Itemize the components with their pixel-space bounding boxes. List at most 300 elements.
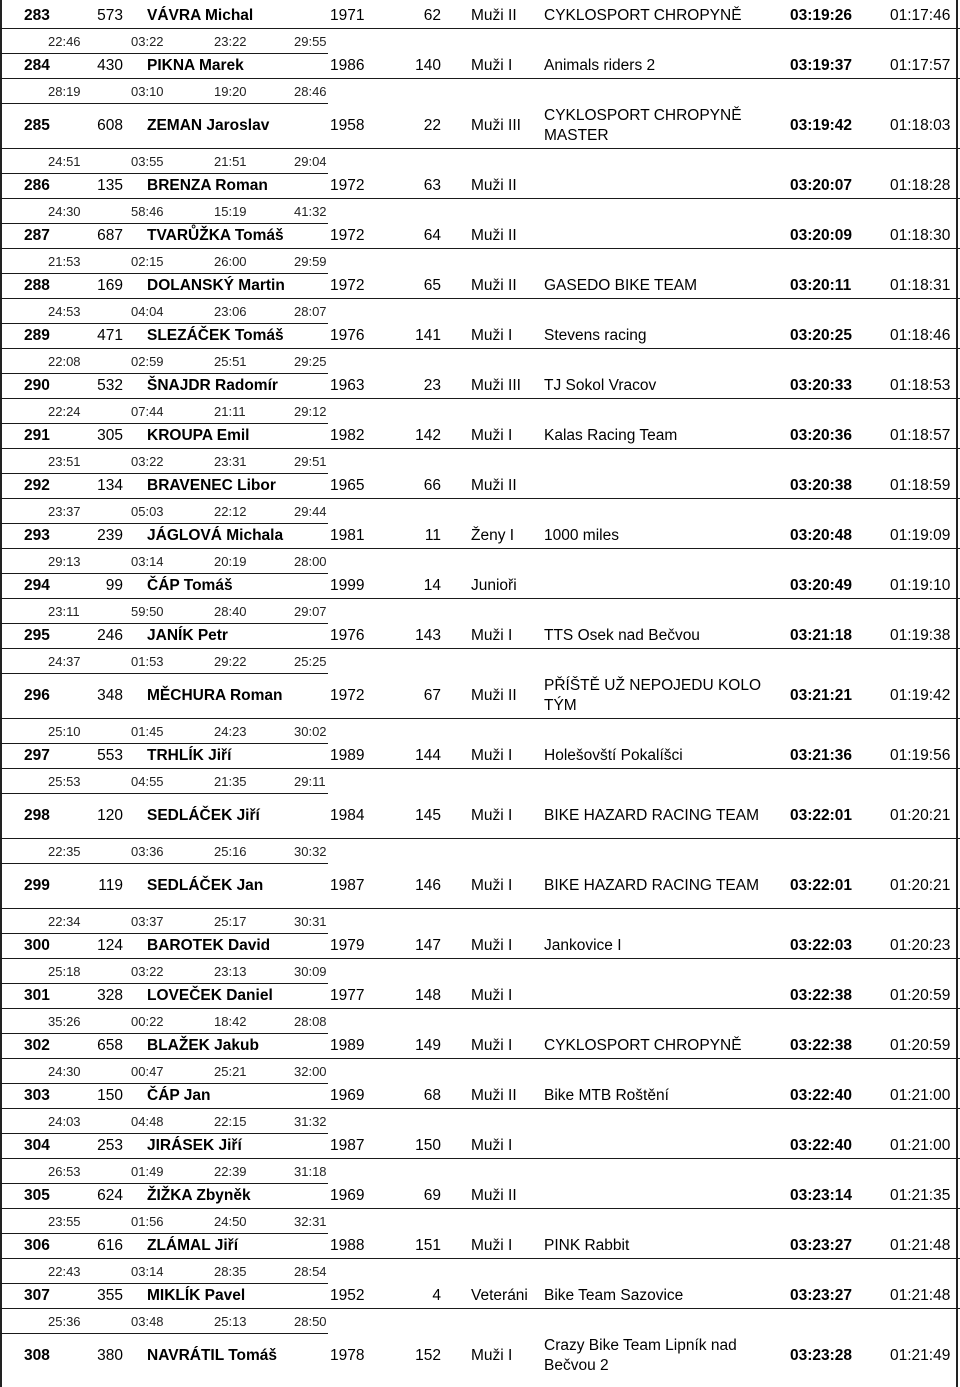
split-4: 28:50 (294, 1313, 327, 1329)
finish-time: 03:19:26 (790, 6, 853, 24)
rank: 304 (24, 1136, 50, 1154)
split-row (0, 648, 960, 674)
team: CYKLOSPORT CHROPYNĚ (544, 1036, 742, 1054)
team (544, 223, 776, 248)
split-4: 29:12 (294, 403, 327, 419)
result-row (0, 1333, 960, 1378)
category: Muži II (471, 476, 517, 494)
rank: 296 (24, 686, 50, 704)
split-1: 24:30 (48, 203, 81, 219)
rider-name: VÁVRA Michal (147, 6, 254, 24)
time-gap: 01:21:00 (890, 1136, 951, 1154)
category-rank: 152 (415, 1346, 441, 1364)
time-gap: 01:20:21 (890, 876, 951, 894)
birth-year: 1987 (330, 1136, 365, 1154)
split-1: 25:18 (48, 963, 81, 979)
rank: 303 (24, 1086, 50, 1104)
team: TTS Osek nad Bečvou (544, 626, 700, 644)
rider-name: ČÁP Tomáš (147, 576, 233, 594)
team: Bike Team Sazovice (544, 1286, 684, 1304)
split-2: 03:36 (131, 843, 164, 859)
result-row (0, 523, 960, 548)
split-3: 29:22 (214, 653, 247, 669)
split-4: 29:44 (294, 503, 327, 519)
split-3: 25:16 (214, 843, 247, 859)
split-2: 59:50 (131, 603, 164, 619)
category: Muži I (471, 1346, 513, 1364)
split-3: 21:51 (214, 153, 247, 169)
split-1: 23:55 (48, 1213, 81, 1229)
finish-time: 03:20:36 (790, 426, 853, 444)
start-number: 380 (97, 1346, 123, 1364)
split-1: 24:03 (48, 1113, 81, 1129)
split-1: 24:53 (48, 303, 81, 319)
split-3: 25:13 (214, 1313, 247, 1329)
split-2: 04:55 (131, 773, 164, 789)
category-rank: 144 (415, 746, 441, 764)
start-number: 305 (97, 426, 123, 444)
start-number: 355 (97, 1286, 123, 1304)
rank: 305 (24, 1186, 50, 1204)
split-2: 03:22 (131, 453, 164, 469)
rider-name: ŽIŽKA Zbyněk (147, 1186, 251, 1204)
category-rank: 145 (415, 806, 441, 824)
birth-year: 1972 (330, 226, 365, 244)
split-row (0, 148, 960, 174)
split-1: 22:08 (48, 353, 81, 369)
split-4: 29:55 (294, 33, 327, 49)
rider-name: BAROTEK David (147, 936, 271, 954)
split-row (0, 398, 960, 424)
start-number: 239 (97, 526, 123, 544)
team (544, 1183, 776, 1208)
finish-time: 03:22:01 (790, 876, 853, 894)
start-number: 150 (97, 1086, 123, 1104)
split-4: 28:00 (294, 553, 327, 569)
category: Muži I (471, 1236, 513, 1254)
split-4: 25:25 (294, 653, 327, 669)
category-rank: 141 (415, 326, 441, 344)
rider-name: BRENZA Roman (147, 176, 268, 194)
birth-year: 1952 (330, 1286, 365, 1304)
rank: 299 (24, 876, 50, 894)
birth-year: 1982 (330, 426, 365, 444)
split-2: 03:14 (131, 1263, 164, 1279)
split-3: 22:15 (214, 1113, 247, 1129)
finish-time: 03:20:09 (790, 226, 853, 244)
birth-year: 1969 (330, 1186, 365, 1204)
category: Muži I (471, 1136, 513, 1154)
rank: 290 (24, 376, 50, 394)
split-row (0, 298, 960, 324)
category: Muži II (471, 1086, 517, 1104)
split-4: 32:31 (294, 1213, 327, 1229)
split-row (0, 598, 960, 624)
birth-year: 1976 (330, 326, 365, 344)
finish-time: 03:19:37 (790, 56, 853, 74)
split-1: 22:43 (48, 1263, 81, 1279)
split-1: 29:13 (48, 553, 81, 569)
birth-year: 1958 (330, 116, 365, 134)
birth-year: 1989 (330, 746, 365, 764)
birth-year: 1986 (330, 56, 365, 74)
split-1: 25:10 (48, 723, 81, 739)
result-row (0, 373, 960, 398)
team: PINK Rabbit (544, 1236, 630, 1254)
rider-name: LOVEČEK Daniel (147, 986, 273, 1004)
result-row (0, 1233, 960, 1258)
rank: 298 (24, 806, 50, 824)
rank: 287 (24, 226, 50, 244)
split-3: 23:31 (214, 453, 247, 469)
split-4: 30:32 (294, 843, 327, 859)
rider-name: BRAVENEC Libor (147, 476, 276, 494)
category-rank: 4 (432, 1286, 441, 1304)
result-row (0, 1033, 960, 1058)
split-row (0, 908, 960, 934)
finish-time: 03:20:33 (790, 376, 853, 394)
rider-name: JANÍK Petr (147, 626, 228, 644)
result-row (0, 223, 960, 248)
start-number: 124 (97, 936, 123, 954)
category-rank: 14 (423, 576, 441, 594)
result-row (0, 103, 960, 148)
category-rank: 143 (415, 626, 441, 644)
split-row (0, 1208, 960, 1234)
time-gap: 01:18:53 (890, 376, 951, 394)
finish-time: 03:20:49 (790, 576, 853, 594)
start-number: 328 (97, 986, 123, 1004)
time-gap: 01:19:56 (890, 746, 951, 764)
split-1: 28:19 (48, 83, 81, 99)
time-gap: 01:18:57 (890, 426, 951, 444)
category: Veteráni (471, 1286, 528, 1304)
team: Crazy Bike Team Lipník nad Bečvou 2 (544, 1336, 737, 1374)
split-2: 00:47 (131, 1063, 164, 1079)
category: Muži I (471, 876, 513, 894)
finish-time: 03:20:48 (790, 526, 853, 544)
rank: 292 (24, 476, 50, 494)
team: Holešovští Pokalíšci (544, 746, 683, 764)
finish-time: 03:21:36 (790, 746, 853, 764)
rank: 295 (24, 626, 50, 644)
split-3: 25:51 (214, 353, 247, 369)
split-2: 03:22 (131, 963, 164, 979)
result-row (0, 1133, 960, 1158)
birth-year: 1984 (330, 806, 365, 824)
finish-time: 03:22:01 (790, 806, 853, 824)
rider-name: MIKLÍK Pavel (147, 1286, 246, 1304)
finish-time: 03:23:28 (790, 1346, 853, 1364)
team: Bike MTB Roštění (544, 1086, 669, 1104)
split-3: 24:23 (214, 723, 247, 739)
category: Junioři (471, 576, 517, 594)
category-rank: 23 (423, 376, 441, 394)
start-number: 624 (97, 1186, 123, 1204)
split-row (0, 1108, 960, 1134)
time-gap: 01:20:21 (890, 806, 951, 824)
finish-time: 03:19:42 (790, 116, 853, 134)
split-3: 19:20 (214, 83, 247, 99)
split-1: 22:35 (48, 843, 81, 859)
split-3: 28:40 (214, 603, 247, 619)
start-number: 169 (97, 276, 123, 294)
birth-year: 1987 (330, 876, 365, 894)
split-1: 22:24 (48, 403, 81, 419)
split-row (0, 548, 960, 574)
time-gap: 01:18:30 (890, 226, 951, 244)
finish-time: 03:22:40 (790, 1136, 853, 1154)
rider-name: ČÁP Jan (147, 1086, 211, 1104)
split-4: 28:46 (294, 83, 327, 99)
start-number: 532 (97, 376, 123, 394)
split-1: 25:36 (48, 1313, 81, 1329)
birth-year: 1971 (330, 6, 365, 24)
split-3: 24:50 (214, 1213, 247, 1229)
category-rank: 149 (415, 1036, 441, 1054)
split-4: 31:32 (294, 1113, 327, 1129)
split-3: 22:39 (214, 1163, 247, 1179)
start-number: 553 (97, 746, 123, 764)
category: Muži II (471, 1186, 517, 1204)
split-1: 23:51 (48, 453, 81, 469)
category: Muži III (471, 116, 521, 134)
rider-name: BLAŽEK Jakub (147, 1036, 259, 1054)
split-2: 03:22 (131, 33, 164, 49)
split-row (0, 248, 960, 274)
result-row (0, 1283, 960, 1308)
birth-year: 1976 (330, 626, 365, 644)
rank: 286 (24, 176, 50, 194)
team: TJ Sokol Vracov (544, 376, 657, 394)
category-rank: 147 (415, 936, 441, 954)
birth-year: 1979 (330, 936, 365, 954)
start-number: 135 (97, 176, 123, 194)
team: Stevens racing (544, 326, 647, 344)
time-gap: 01:20:59 (890, 1036, 951, 1054)
time-gap: 01:21:00 (890, 1086, 951, 1104)
rank: 307 (24, 1286, 50, 1304)
result-row (0, 273, 960, 298)
category: Muži I (471, 806, 513, 824)
category-rank: 140 (415, 56, 441, 74)
split-2: 03:37 (131, 913, 164, 929)
rank: 285 (24, 116, 50, 134)
split-1: 22:46 (48, 33, 81, 49)
split-row (0, 78, 960, 104)
split-2: 58:46 (131, 203, 164, 219)
split-4: 29:11 (294, 773, 326, 789)
rider-name: ZEMAN Jaroslav (147, 116, 270, 134)
split-1: 22:34 (48, 913, 81, 929)
start-number: 687 (97, 226, 123, 244)
category-rank: 62 (423, 6, 441, 24)
category-rank: 150 (415, 1136, 441, 1154)
rank: 308 (24, 1346, 50, 1364)
finish-time: 03:22:03 (790, 936, 853, 954)
birth-year: 1999 (330, 576, 365, 594)
start-number: 616 (97, 1236, 123, 1254)
split-4: 32:00 (294, 1063, 327, 1079)
split-4: 31:18 (294, 1163, 327, 1179)
category-rank: 69 (423, 1186, 441, 1204)
split-2: 03:55 (131, 153, 164, 169)
rider-name: KROUPA Emil (147, 426, 250, 444)
finish-time: 03:20:07 (790, 176, 853, 194)
time-gap: 01:21:48 (890, 1286, 951, 1304)
result-row (0, 473, 960, 498)
rank: 291 (24, 426, 50, 444)
team (544, 473, 776, 498)
start-number: 119 (98, 876, 123, 894)
split-4: 30:09 (294, 963, 327, 979)
split-3: 25:21 (214, 1063, 247, 1079)
birth-year: 1978 (330, 1346, 365, 1364)
category-rank: 146 (415, 876, 441, 894)
split-4: 29:04 (294, 153, 327, 169)
split-1: 24:30 (48, 1063, 81, 1079)
result-row (0, 983, 960, 1008)
split-2: 04:04 (131, 303, 164, 319)
category: Muži II (471, 686, 517, 704)
split-2: 05:03 (131, 503, 164, 519)
rider-name: TVARŮŽKA Tomáš (147, 226, 284, 244)
split-3: 26:00 (214, 253, 247, 269)
result-row (0, 673, 960, 718)
team: 1000 miles (544, 526, 619, 544)
start-number: 471 (97, 326, 123, 344)
split-row (0, 28, 960, 54)
result-row (0, 793, 960, 838)
category-rank: 68 (423, 1086, 441, 1104)
category-rank: 64 (423, 226, 441, 244)
result-row (0, 1183, 960, 1208)
rider-name: TRHLÍK Jiří (147, 746, 232, 764)
time-gap: 01:19:09 (890, 526, 951, 544)
team: CYKLOSPORT CHROPYNĚ MASTER (544, 106, 742, 144)
split-2: 01:56 (131, 1213, 164, 1229)
category: Muži I (471, 746, 513, 764)
start-number: 658 (97, 1036, 123, 1054)
time-gap: 01:18:46 (890, 326, 951, 344)
team (544, 173, 776, 198)
split-1: 21:53 (48, 253, 81, 269)
category-rank: 66 (423, 476, 441, 494)
split-1: 24:51 (48, 153, 81, 169)
team: PŘÍŠTĚ UŽ NEPOJEDU KOLO TÝM (544, 676, 762, 714)
split-3: 23:13 (214, 963, 247, 979)
result-row (0, 3, 960, 28)
start-number: 608 (97, 116, 123, 134)
finish-time: 03:21:21 (790, 686, 853, 704)
split-row (0, 1008, 960, 1034)
time-gap: 01:20:23 (890, 936, 951, 954)
start-number: 573 (97, 6, 123, 24)
birth-year: 1969 (330, 1086, 365, 1104)
category: Muži I (471, 936, 513, 954)
category-rank: 65 (423, 276, 441, 294)
time-gap: 01:17:57 (890, 56, 951, 74)
category-rank: 142 (415, 426, 441, 444)
split-row (0, 448, 960, 474)
split-2: 07:44 (131, 403, 164, 419)
split-4: 28:54 (294, 1263, 327, 1279)
birth-year: 1989 (330, 1036, 365, 1054)
start-number: 348 (97, 686, 123, 704)
split-4: 29:51 (294, 453, 327, 469)
finish-time: 03:22:38 (790, 986, 853, 1004)
category-rank: 67 (423, 686, 441, 704)
team: GASEDO BIKE TEAM (544, 276, 698, 294)
rider-name: SEDLÁČEK Jiří (147, 806, 260, 824)
rider-name: DOLANSKÝ Martin (147, 276, 285, 294)
rank: 302 (24, 1036, 50, 1054)
time-gap: 01:21:35 (890, 1186, 951, 1204)
team: Animals riders 2 (544, 56, 656, 74)
split-2: 01:45 (131, 723, 164, 739)
split-1: 26:53 (48, 1163, 81, 1179)
category: Muži I (471, 626, 513, 644)
rank: 301 (24, 986, 50, 1004)
split-4: 29:25 (294, 353, 327, 369)
rider-name: ZLÁMAL Jiří (147, 1236, 238, 1254)
rank: 289 (24, 326, 50, 344)
rider-name: SEDLÁČEK Jan (147, 876, 264, 894)
result-row (0, 53, 960, 78)
split-4: 29:59 (294, 253, 327, 269)
split-row (0, 958, 960, 984)
category: Muži I (471, 56, 513, 74)
rank: 306 (24, 1236, 50, 1254)
rank: 283 (24, 6, 50, 24)
rider-name: MĚCHURA Roman (147, 686, 283, 704)
split-row (0, 838, 960, 864)
rider-name: JÁGLOVÁ Michala (147, 526, 284, 544)
team (544, 1133, 776, 1158)
rider-name: NAVRÁTIL Tomáš (147, 1346, 278, 1364)
birth-year: 1972 (330, 276, 365, 294)
split-1: 25:53 (48, 773, 81, 789)
rank: 293 (24, 526, 50, 544)
category: Ženy I (471, 526, 515, 544)
split-1: 23:11 (48, 603, 80, 619)
split-4: 30:02 (294, 723, 327, 739)
split-row (0, 498, 960, 524)
category-rank: 63 (423, 176, 441, 194)
start-number: 99 (105, 576, 123, 594)
split-2: 00:22 (131, 1013, 164, 1029)
time-gap: 01:19:42 (890, 686, 951, 704)
category-rank: 11 (424, 526, 441, 544)
rank: 288 (24, 276, 50, 294)
category: Muži II (471, 6, 517, 24)
split-row (0, 1058, 960, 1084)
time-gap: 01:19:10 (890, 576, 951, 594)
split-3: 21:35 (214, 773, 247, 789)
category-rank: 151 (415, 1236, 441, 1254)
split-3: 28:35 (214, 1263, 247, 1279)
birth-year: 1965 (330, 476, 365, 494)
birth-year: 1972 (330, 686, 365, 704)
split-2: 01:53 (131, 653, 164, 669)
category: Muži I (471, 426, 513, 444)
category: Muži III (471, 376, 521, 394)
time-gap: 01:18:31 (890, 276, 951, 294)
team: Jankovice I (544, 936, 622, 954)
time-gap: 01:18:59 (890, 476, 951, 494)
category: Muži II (471, 276, 517, 294)
category: Muži I (471, 326, 513, 344)
